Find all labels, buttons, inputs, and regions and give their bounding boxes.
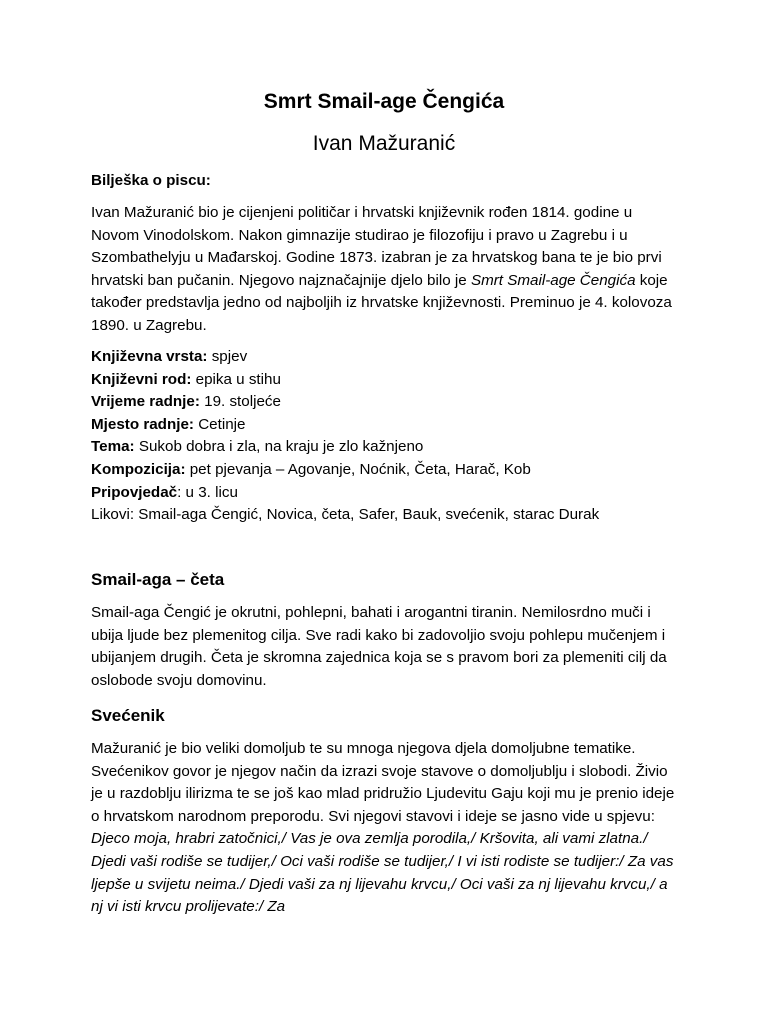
svecenik-text-plain: Mažuranić je bio veliki domoljub te su mnoga njegova djela domoljubne tematike. Svećenikov govor je njegov način da izrazi svoje stavove o domoljublju i slobodi. Živio je u razdoblju ilirizma te se još kao mlad pridružio Ljudevitu Gaju koji mu je prenio ideje o hrvatskom narodnom preporodu. Svi njegovi stavovi i ideje se jasno vide u spjevu:	[91, 740, 675, 825]
fact-key: Književna vrsta:	[91, 348, 208, 365]
about-author-work-title: Smrt Smail-age Čengića	[470, 271, 636, 289]
fact-line	[91, 504, 681, 527]
section-text-smail-aga: Smail-aga Čengić je okrutni, pohlepni, bahati i arogantni tiranin. Nemilosrdno muči i ubija ljude bez plemenitog cilja. Sve radi kako bi zadovoljio svoju pohlepu mučenjem i ubijanjem drugih. Četa je skromna zajednica koja se s pravom bori za plemeniti cilj da oslobode svoju domovinu.	[91, 604, 667, 689]
about-author-text-end: koje također predstavlja jedno od najboljih iz hrvatske književnosti. Preminuo je 4. kolovoza 1890. u Zagrebu.	[91, 271, 672, 334]
section-text-svecenik	[91, 738, 681, 919]
about-author-heading: Bilješka o piscu:	[91, 172, 211, 189]
facts-list	[91, 346, 681, 527]
section-heading-svecenik: Svećenik	[91, 706, 165, 725]
document-title: Smrt Smail-age Čengića	[263, 90, 505, 113]
fact-value: spjev	[207, 348, 248, 365]
fact-key: Kompozicija:	[91, 460, 186, 478]
fact-line	[91, 369, 681, 392]
fact-line	[91, 414, 681, 437]
fact-key: Tema:	[91, 438, 135, 456]
document-author: Ivan Mažuranić	[312, 132, 456, 155]
fact-line	[91, 391, 681, 414]
fact-value: pet pjevanja – Agovanje, Noćnik, Četa, Harač, Kob	[185, 460, 531, 478]
fact-value: Cetinje	[193, 415, 246, 433]
fact-key: Mjesto radnje:	[91, 415, 194, 433]
fact-line	[91, 436, 681, 459]
fact-value: epika u stihu	[191, 370, 281, 388]
section-heading-smail-aga: Smail-aga – četa	[91, 570, 225, 589]
fact-value: Sukob dobra i zla, na kraju je zlo kažnjeno	[134, 438, 424, 456]
fact-value: Likovi: Smail-aga Čengić, Novica, četa, Safer, Bauk, svećenik, starac Durak	[91, 506, 600, 524]
fact-line	[91, 346, 681, 369]
fact-line	[91, 482, 681, 505]
fact-line	[91, 459, 681, 482]
about-author-text-start: Ivan Mažuranić bio je cijenjeni političar i hrvatski književnik rođen 1814. godine u Novom Vinodolskom. Nakon gimnazije studirao je filozofiju i pravo u Zagrebu i u Szombathelyju u Mađarskoj. Godine 1873. izabran je za hrvatskog bana te je bio prvi hrvatski ban pučanin. Njegovo najznačajnije djelo bilo je	[91, 204, 662, 289]
svecenik-quote: Djeco moja, hrabri zatočnici,/ Vas je ova zemlja porodila,/ Kršovita, ali vami zlatna./ Djedi vaši rodiše se tudijer,/ Oci vaši rodiše se tudijer,/ I vi isti rodiste se tudijer:/ Za vas ljepše u svijetu neima./ Djedi vaši za nj lijevahu krvcu,/ Oci vaši za nj lijevahu krvcu,/ a nj vi isti krvcu prolijevate:/ Za	[91, 830, 674, 916]
fact-key: Pripovjedač	[91, 483, 178, 501]
fact-value: : u 3. licu	[177, 483, 238, 501]
about-author-paragraph	[91, 202, 681, 338]
fact-key: Vrijeme radnje:	[91, 393, 200, 411]
fact-key: Književni rod:	[91, 370, 192, 388]
fact-value: 19. stoljeće	[199, 393, 281, 411]
